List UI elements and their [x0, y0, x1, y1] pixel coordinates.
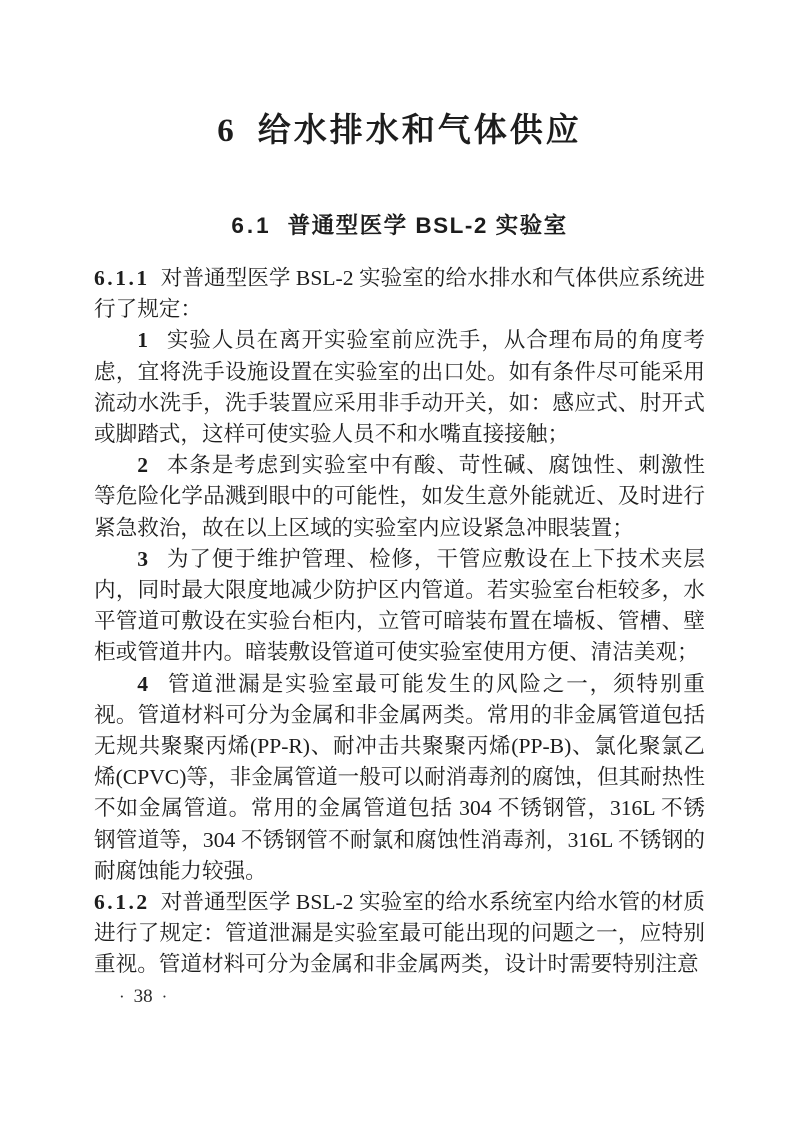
section-title: [94, 210, 705, 242]
item-4-number: 4: [137, 671, 148, 696]
page-footer: [94, 984, 705, 1010]
chapter-title-text: 给水排水和气体供应: [257, 113, 582, 149]
folio-dot-right: ·: [161, 986, 168, 1006]
folio-dot-left: ·: [119, 986, 125, 1006]
item-3-text: 为了便于维护管理、检修，干管应敷设在上下技术夹层内，同时最大限度地减少防护区内管道。若实验室台柜较多，水平管道可敷设在实验台柜内，立管可暗装布置在墙板、管槽、壁柜或管道井内。暗装敷设管道可使实验室使用方便、清洁美观；: [94, 546, 705, 665]
clause-6-1-2: [94, 887, 705, 981]
clause-6-1-1-label: 6.1.1: [94, 266, 150, 290]
page-number: 38: [133, 985, 153, 1007]
item-3-number: 3: [137, 546, 148, 571]
item-1-number: 1: [137, 328, 148, 353]
chapter-title: [94, 108, 705, 154]
clause-6-1-2-text: 对普通型医学 BSL-2 实验室的给水系统室内给水管的材质进行了规定：管道泄漏是实验室最可能出现的问题之一，应特别重视。管道材料可分为金属和非金属两类，设计时需要特别注意: [94, 890, 705, 977]
clause-6-1-1-text: 对普通型医学 BSL-2 实验室的给水排水和气体供应系统进行了规定：: [94, 266, 705, 322]
item-2-number: 2: [137, 453, 148, 478]
item-2-text: 本条是考虑到实验室中有酸、苛性碱、腐蚀性、刺激性等危险化学品溅到眼中的可能性，如发生意外能就近、及时进行紧急救治，故在以上区域的实验室内应设紧急冲眼装置；: [94, 453, 705, 540]
clause-6-1-1-item-4: [94, 669, 705, 887]
clause-6-1-1-item-2: [94, 450, 705, 544]
item-4-text: 管道泄漏是实验室最可能发生的风险之一，须特别重视。管道材料可分为金属和非金属两类。常用的非金属管道包括无规共聚聚丙烯(PP-R)、耐冲击共聚聚丙烯(PP-B)、氯化聚氯乙烯(CPVC)等，非金属管道一般可以耐消毒剂的腐蚀，但其耐热性不如金属管道。常用的金属管道包括 304 不锈钢管，316L 不锈钢管道等，304 不锈钢管不耐氯和腐蚀性消毒剂，316L 不锈钢的耐腐蚀能力较强。: [94, 671, 705, 883]
item-1-text: 实验人员在离开实验室前应洗手，从合理布局的角度考虑，宜将洗手设施设置在实验室的出口处。如有条件尽可能采用流动水洗手，洗手装置应采用非手动开关，如：感应式、肘开式或脚踏式，这样可使实验人员不和水嘴直接接触；: [94, 328, 705, 447]
section-title-text: 普通型医学 BSL-2 实验室: [287, 213, 568, 238]
clause-6-1-1-item-3: [94, 544, 705, 669]
clause-6-1-2-label: 6.1.2: [94, 890, 150, 915]
section-number: 6.1: [231, 213, 272, 238]
clause-body: [94, 263, 705, 981]
clause-6-1-1: [94, 263, 705, 325]
chapter-number: 6: [217, 113, 234, 149]
clause-6-1-1-item-1: [94, 325, 705, 450]
